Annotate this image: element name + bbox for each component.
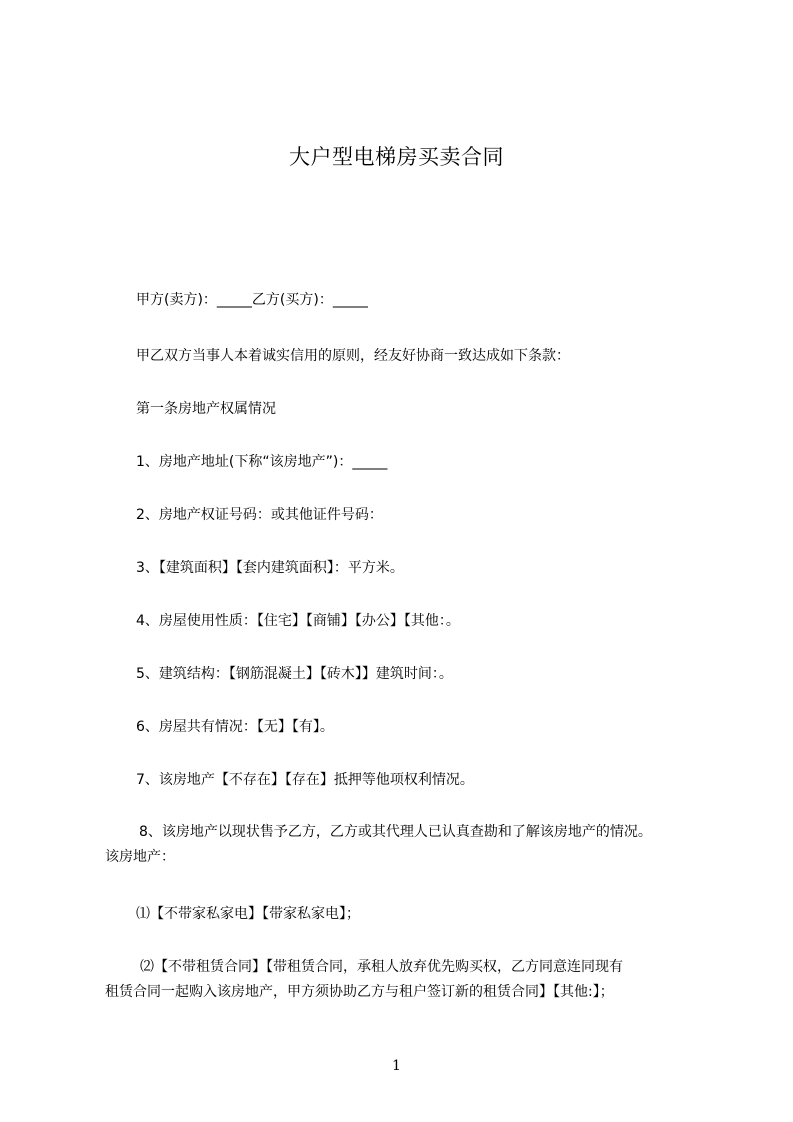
item-2-lease [105,955,725,1005]
clause-6-ownership: 6、房屋共有情况：【无】【有】。 [136,719,334,735]
clause-8-line-1: 8、该房地产以现状售予乙方，乙方或其代理人已认真查勘和了解该房地产的情况。 [139,824,652,840]
clause-8-condition [105,820,725,870]
clause-4-usage: 4、房屋使用性质：【住宅】【商铺】【办公】【其他：。 [136,613,460,629]
item-2-line-2: 租赁合同一起购入该房地产，甲方须协助乙方与租户签订新的租赁合同】【其他:】； [105,984,614,1000]
item-1-furniture: ⑴【不带家私家电】【带家私家电】； [136,906,360,922]
document-title: 大户型电梯房买卖合同 [289,145,504,169]
clause-3-area: 3、【建筑面积】【套内建筑面积】：平方米。 [136,560,404,576]
clause-8-line-2: 该房地产： [105,849,175,865]
article-1-heading: 第一条房地产权属情况 [136,401,276,417]
clause-1-address: 1、房地产地址(下称“该房地产”)：_____ [136,454,388,470]
item-2-line-1: ⑵【不带租赁合同】【带租赁合同，承租人放弃优先购买权，乙方同意连同现有 [140,959,623,975]
page-number: 1 [392,1058,401,1074]
clause-2-certificate: 2、房地产权证号码：或其他证件号码： [136,507,383,523]
preamble-paragraph: 甲乙双方当事人本着诚实信用的原则，经友好协商一致达成如下条款： [136,348,570,364]
clause-5-structure: 5、建筑结构：【钢筋混凝土】【砖木】】建筑时间：。 [136,666,453,682]
parties-line: 甲方(卖方)：_____乙方(买方)：_____ [136,292,368,308]
clause-7-mortgage: 7、该房地产【不存在】【存在】抵押等他项权利情况。 [136,772,474,788]
